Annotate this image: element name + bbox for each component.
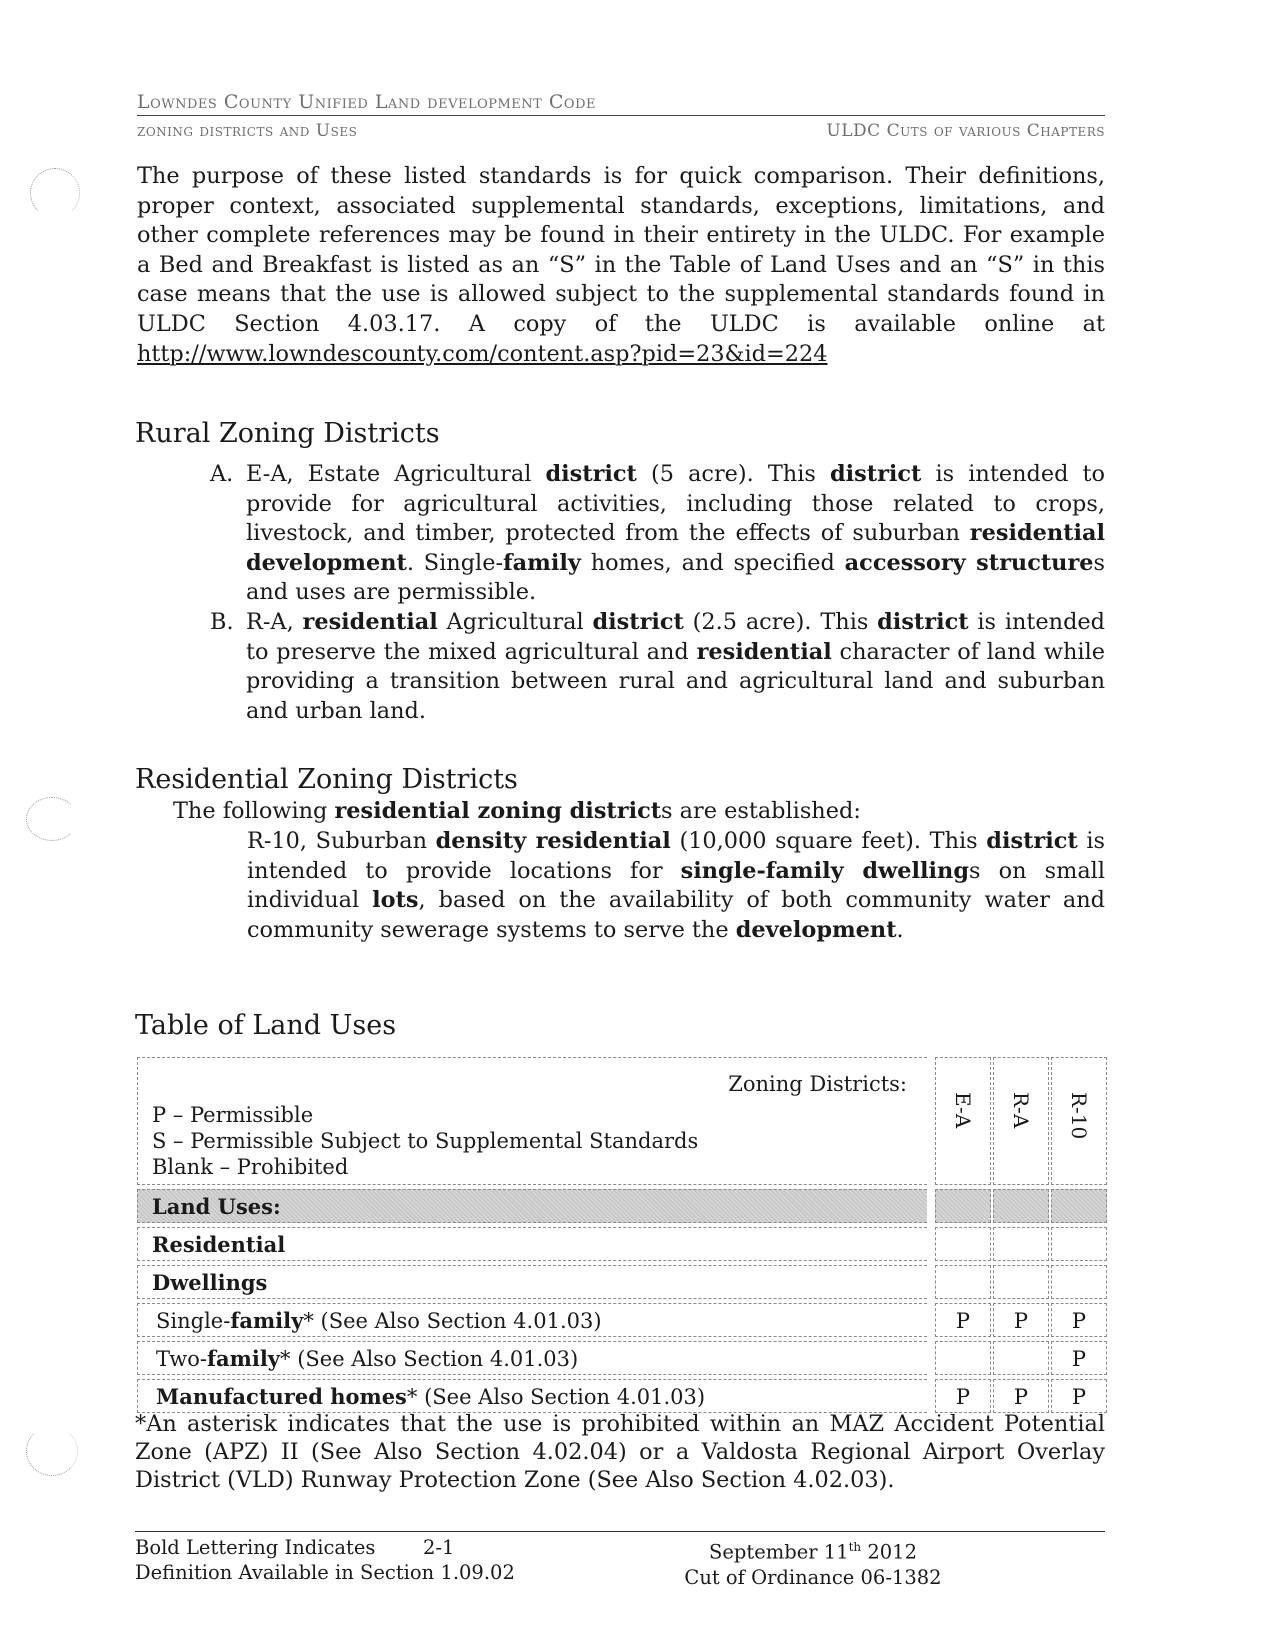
table-body (137, 1223, 1095, 1413)
defined-term: district (986, 828, 1078, 854)
header-document-type: ULDC Cuts of various Chapters (826, 121, 1105, 141)
residential-zoning-heading: Residential Zoning Districts (135, 764, 518, 795)
r10-district-description: R-10, Suburban density residential (10,000 square feet). This district is intended to provide locations for single-family dwellings on small individual lots, based on the availability of both community water and community sewerage systems to serve the development. (247, 828, 1105, 943)
defined-term: Manufactured homes (156, 1384, 407, 1409)
list-item-text: R-A, residential Agricultural district (2.5 acre). This district is intended to preserve the mixed agricultural and residential character of land while providing a transition between rural and agricultural land and suburban and urban land. (246, 608, 1105, 724)
defined-term: family (230, 1308, 304, 1333)
permission-cell-r-a: P (993, 1379, 1049, 1413)
land-use-label: Two-family* (See Also Section 4.01.03) (137, 1341, 927, 1375)
defined-term: family (206, 1346, 281, 1371)
footer-date: September 11th 2012 (709, 1540, 917, 1564)
permission-cell-r-10: P (1051, 1303, 1107, 1337)
column-header-r10: R-10 (1051, 1057, 1107, 1185)
binder-hole-mark (30, 168, 80, 218)
land-use-label (137, 1227, 927, 1261)
footer-date-ordinance (683, 1535, 943, 1590)
permission-cell-r-a: P (993, 1303, 1049, 1337)
header-chapter: zoning districts and Uses (137, 121, 358, 141)
list-item (210, 460, 1105, 608)
permission-cell-r-a (993, 1265, 1049, 1299)
legend-supplemental: S – Permissible Subject to Supplemental Standards (152, 1129, 699, 1153)
defined-term: district (877, 608, 969, 635)
defined-term: residential (696, 638, 832, 665)
permission-cell-r-10 (1051, 1227, 1107, 1261)
legend-permissible: P – Permissible (152, 1103, 314, 1127)
defined-term: density residential (435, 828, 671, 854)
permission-cell-e-a (935, 1341, 991, 1375)
permission-cell-r-10: P (1051, 1379, 1107, 1413)
legend-prohibited: Blank – Prohibited (152, 1155, 349, 1179)
footer-rule (135, 1531, 1105, 1532)
permission-cell-e-a: P (935, 1379, 991, 1413)
permission-cell-r-a (993, 1227, 1049, 1261)
table-row (137, 1299, 1095, 1337)
permission-cell-r-10 (1051, 1265, 1107, 1299)
permission-cell-e-a (935, 1227, 991, 1261)
list-marker: B. (210, 608, 234, 635)
table-of-land-uses-heading: Table of Land Uses (135, 1010, 397, 1041)
rural-district-list (210, 460, 1105, 726)
list-item-text: E-A, Estate Agricultural district (5 acre). This district is intended to provide for agricultural activities, including those related to crops, livestock, and timber, protected from the effects of suburban residential development. Single-family homes, and specified accessory structures and uses are permissible. (246, 461, 1105, 606)
legend (152, 1102, 698, 1180)
defined-term: development (735, 916, 897, 943)
permission-cell-r-10: P (1051, 1341, 1107, 1375)
defined-term: Dwellings (152, 1270, 268, 1295)
land-uses-section-row (137, 1185, 1095, 1223)
table-row (137, 1223, 1095, 1261)
legend-cell (137, 1057, 927, 1185)
land-use-label: Manufactured homes* (See Also Section 4.01.03) (137, 1379, 927, 1413)
defined-term: family (503, 549, 581, 576)
binder-hole-mark (26, 1426, 78, 1476)
list-marker: A. (210, 461, 234, 487)
defined-term: Residential (152, 1232, 286, 1257)
binder-hole-mark (26, 797, 78, 841)
defined-term: district (829, 461, 922, 487)
rural-zoning-heading: Rural Zoning Districts (135, 418, 440, 449)
table-header-row (137, 1057, 1095, 1185)
permission-cell-r-a (993, 1341, 1049, 1375)
column-header-ra: R-A (993, 1057, 1049, 1185)
asterisk-footnote: *An asterisk indicates that the use is prohibited within an MAZ Accident Potential Zone (APZ) II (See Also Section 4.02.04) or a Valdosta Regional Airport Overlay District (VLD) Runway Protection Zone (See Also Section 4.02.03). (135, 1411, 1105, 1493)
land-use-label (137, 1265, 927, 1299)
page-number: 2-1 (423, 1536, 455, 1559)
defined-term: district (592, 608, 684, 635)
list-item (210, 608, 1105, 726)
table-row (137, 1261, 1095, 1299)
intro-paragraph (137, 162, 1105, 369)
defined-term: residential zoning district (334, 798, 662, 824)
running-header-title: Lowndes County Unified Land development Code (137, 91, 1105, 116)
defined-term: residential (302, 608, 438, 635)
land-uses-label: Land Uses: (137, 1189, 927, 1223)
defined-term: district (545, 461, 637, 487)
land-use-label: Single-family* (See Also Section 4.01.03) (137, 1303, 927, 1337)
land-use-table (137, 1057, 1095, 1413)
permission-cell-e-a: P (935, 1303, 991, 1337)
defined-term: residential development (246, 520, 1105, 576)
residential-intro: The following residential zoning districts are established: (173, 798, 861, 824)
zoning-districts-label: Zoning Districts: (728, 1072, 907, 1096)
defined-term: single-family dwelling (680, 857, 969, 884)
running-header-sub (137, 121, 1105, 141)
column-header-ea: E-A (935, 1057, 991, 1185)
defined-term: accessory structure (844, 549, 1094, 576)
permission-cell-e-a (935, 1265, 991, 1299)
table-row (137, 1375, 1095, 1413)
intro-text: The purpose of these listed standards is for quick comparison. Their definitions, proper context, associated supplemental standards, exceptions, limitations, and other complete references may be found in their entirety in the ULDC. For example a Bed and Breakfast is listed as an “S” in the Table of Land Uses and an “S” in this case means that the use is allowed subject to the supplemental standards found in ULDC Section 4.03.17. A copy of the ULDC is available online at (137, 163, 1105, 337)
footer-ordinance: Cut of Ordinance 06-1382 (684, 1565, 942, 1589)
table-row (137, 1337, 1095, 1375)
footer-bold-note: Bold Lettering Indicates Definition Available in Section 1.09.02 (135, 1536, 515, 1584)
uldc-online-link[interactable]: http://www.lowndescounty.com/content.asp?pid=23&id=224 (137, 340, 828, 367)
defined-term: lots (372, 887, 419, 914)
